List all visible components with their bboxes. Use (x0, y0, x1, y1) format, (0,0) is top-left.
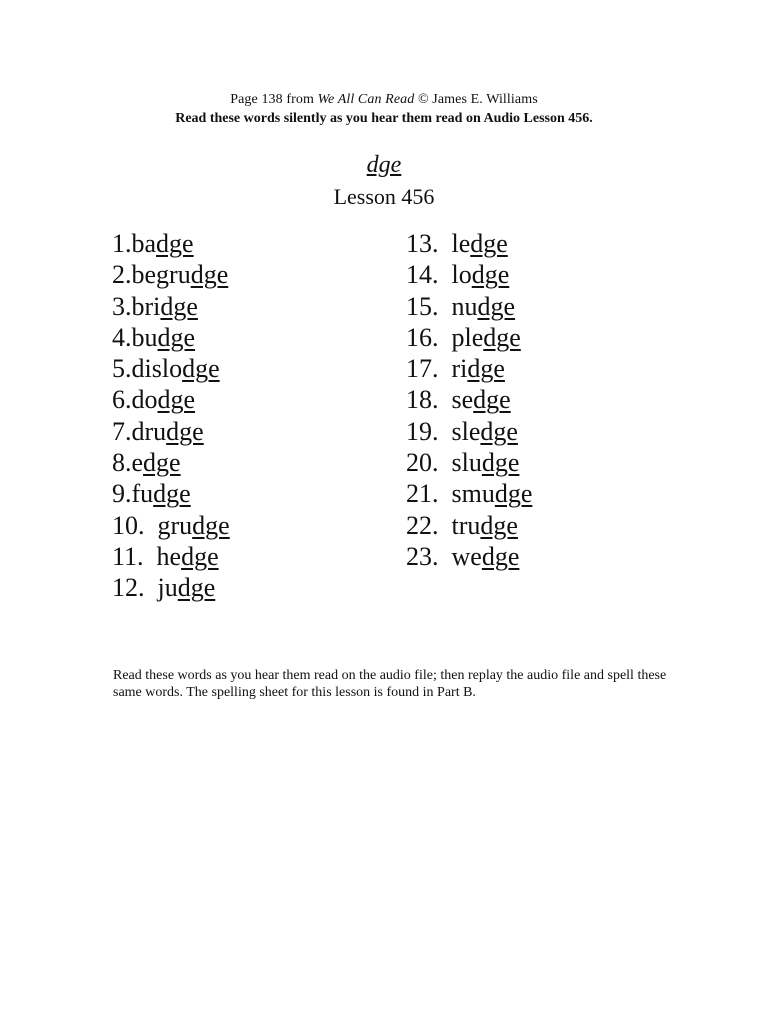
word-suffix: dge (143, 448, 181, 478)
word-stem: nu (451, 291, 478, 321)
word-suffix: dge (494, 479, 533, 509)
word-stem: ju (157, 573, 178, 603)
word-number: 12. (112, 573, 158, 603)
word-item (406, 541, 532, 572)
word-stem: slu (451, 448, 482, 478)
word-suffix: dge (480, 510, 518, 540)
word-item (406, 353, 532, 384)
word-item (112, 384, 230, 415)
word-list-right (406, 228, 532, 572)
word-item (406, 384, 532, 415)
word-number: 22. (406, 510, 452, 540)
word-item (112, 572, 230, 603)
word-stem: lo (451, 260, 472, 290)
word-number: 1. (112, 229, 132, 258)
word-stem: begru (131, 260, 191, 290)
word-number: 11. (112, 541, 157, 571)
word-item (112, 541, 230, 572)
pattern-heading: dge (366, 152, 402, 178)
word-number: 16. (406, 322, 452, 352)
word-stem: ri (451, 354, 468, 384)
word-item (406, 259, 532, 290)
word-suffix: dge (480, 416, 518, 446)
word-suffix: dge (467, 354, 505, 384)
word-number: 7. (112, 416, 132, 446)
word-item (112, 353, 230, 384)
word-suffix: dge (166, 416, 204, 446)
word-stem: se (451, 385, 474, 415)
word-stem: e (131, 448, 144, 478)
word-stem: ba (131, 229, 157, 258)
word-number: 10. (112, 510, 158, 540)
word-item (112, 510, 230, 541)
word-suffix: dge (470, 229, 508, 258)
word-stem: tru (451, 510, 481, 540)
word-suffix: dge (153, 479, 191, 509)
word-suffix: dge (471, 260, 510, 290)
word-item (112, 416, 230, 447)
footer-instructions: Read these words as you hear them read on the audio file; then replay the audio file and spell these same words. The spelling sheet for this lesson is found in Part B. (113, 668, 667, 700)
word-stem: we (451, 541, 482, 571)
word-suffix: dge (157, 322, 196, 352)
word-number: 15. (406, 291, 452, 321)
word-stem: smu (451, 479, 495, 509)
word-list-left (112, 228, 230, 604)
source-line (0, 92, 768, 108)
word-stem: ple (451, 322, 484, 352)
word-item (406, 510, 532, 541)
word-item (112, 322, 230, 353)
lesson-heading: Lesson 456 (333, 184, 435, 209)
word-suffix: dge (190, 260, 229, 290)
word-suffix: dge (477, 291, 516, 321)
word-number: 13. (406, 229, 452, 258)
word-suffix: dge (192, 510, 230, 540)
word-suffix: dge (182, 354, 220, 384)
word-stem: gru (157, 510, 193, 540)
word-number: 14. (406, 260, 452, 290)
word-number: 20. (406, 448, 452, 478)
word-number: 17. (406, 354, 452, 384)
word-number: 2. (112, 260, 132, 290)
book-title: We All Can Read (317, 92, 415, 107)
word-item (406, 291, 532, 322)
word-suffix: dge (473, 385, 511, 415)
word-stem: fu (131, 479, 154, 509)
word-stem: dislo (131, 354, 183, 384)
word-stem: dru (131, 416, 167, 446)
copyright-notice: © James E. Williams (414, 92, 538, 107)
source-prefix: Page 138 from (230, 92, 318, 107)
word-number: 6. (112, 385, 132, 415)
word-number: 4. (112, 322, 132, 352)
word-number: 9. (112, 479, 132, 509)
word-suffix: dge (157, 385, 196, 415)
word-stem: bri (131, 291, 161, 321)
word-item (406, 478, 532, 509)
word-stem: le (451, 229, 471, 258)
word-suffix: dge (481, 541, 520, 571)
word-suffix: dge (156, 229, 194, 258)
word-item (406, 447, 532, 478)
word-suffix: dge (483, 322, 521, 352)
word-stem: sle (451, 416, 481, 446)
word-stem: bu (131, 322, 158, 352)
word-number: 5. (112, 354, 132, 384)
word-stem: he (156, 541, 182, 571)
word-number: 21. (406, 479, 452, 509)
word-stem: do (131, 385, 158, 415)
word-item (112, 291, 230, 322)
word-item (406, 322, 532, 353)
word-item (112, 228, 230, 259)
word-number: 18. (406, 385, 452, 415)
word-suffix: dge (181, 541, 219, 571)
word-number: 23. (406, 541, 452, 571)
word-number: 19. (406, 416, 452, 446)
word-item (112, 478, 230, 509)
word-item (406, 228, 532, 259)
word-suffix: dge (481, 448, 520, 478)
instruction-line: Read these words silently as you hear them read on Audio Lesson 456. (175, 111, 593, 126)
word-item (112, 447, 230, 478)
word-item (406, 416, 532, 447)
word-suffix: dge (160, 291, 198, 321)
word-suffix: dge (177, 573, 216, 603)
word-number: 8. (112, 448, 132, 478)
word-item (112, 259, 230, 290)
word-number: 3. (112, 291, 132, 321)
